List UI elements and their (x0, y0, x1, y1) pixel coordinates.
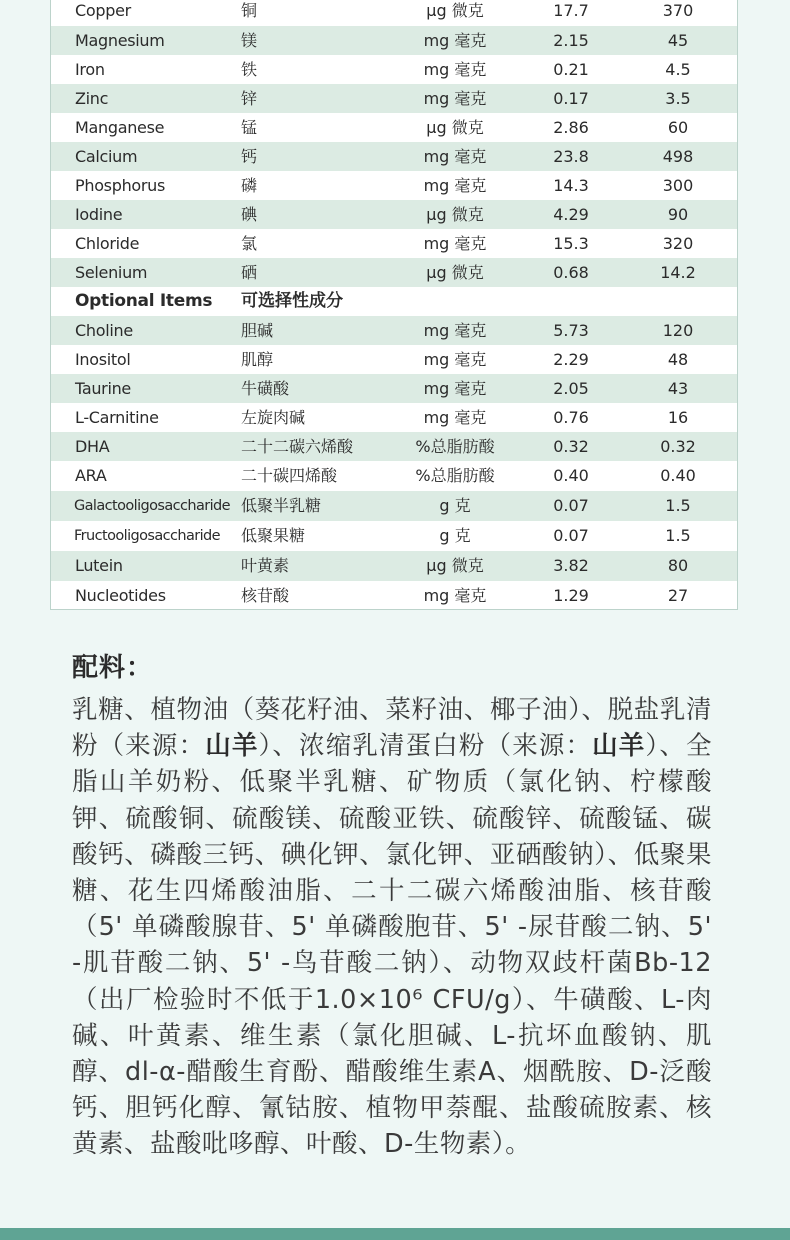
nutrient-unit: mg 毫克 (423, 586, 487, 605)
nutrient-value-per-100g: 14.2 (660, 263, 696, 282)
table-row (51, 200, 737, 229)
ingredients-text (72, 692, 712, 1163)
nutrient-value-per-100g: 27 (667, 586, 689, 605)
nutrient-name-en: Copper (75, 1, 131, 20)
nutrient-unit: mg 毫克 (423, 147, 487, 166)
nutrient-value-per-100kj: 0.40 (553, 466, 589, 485)
nutrient-value-per-100g: 80 (667, 556, 689, 575)
ingredients-text-part: ）、浓缩乳清蛋白粉（来源： (258, 731, 593, 762)
ingredients-text-part: 乳糖、植物油（葵花籽油、菜籽油、椰子油）、脱盐乳清粉（来源： (72, 695, 712, 762)
nutrition-table (50, 0, 738, 610)
table-row (51, 229, 737, 258)
nutrient-name-cn: 低聚半乳糖 (241, 496, 322, 515)
nutrient-value-per-100kj: 0.07 (553, 496, 589, 515)
nutrient-unit: mg 毫克 (423, 60, 487, 79)
nutrient-name-en: Choline (75, 321, 133, 340)
nutrient-unit: %总脂肪酸 (415, 437, 495, 456)
table-row (51, 491, 737, 521)
table-row (51, 581, 737, 611)
nutrient-value-per-100g: 45 (667, 31, 689, 50)
nutrient-name-en: Lutein (75, 556, 123, 575)
table-row (51, 403, 737, 432)
table-row (51, 26, 737, 55)
nutrient-name-en: Fructooligosaccharide (74, 528, 220, 544)
nutrient-name-en: DHA (75, 437, 110, 456)
nutrient-unit: μg 微克 (426, 1, 484, 20)
table-row (51, 55, 737, 84)
nutrient-name-en: Taurine (75, 379, 131, 398)
nutrient-name-en: L-Carnitine (75, 408, 159, 427)
table-row (51, 258, 737, 287)
nutrient-value-per-100g: 370 (662, 1, 694, 20)
nutrient-unit: mg 毫克 (423, 408, 487, 427)
nutrient-name-cn: 钙 (241, 147, 258, 166)
nutrient-value-per-100kj: 2.15 (553, 31, 589, 50)
nutrient-name-cn: 牛磺酸 (241, 379, 290, 398)
footer-accent-bar (0, 1228, 790, 1240)
nutrient-value-per-100kj: 1.29 (553, 586, 589, 605)
nutrient-name-cn: 可选择性成分 (241, 291, 343, 311)
nutrient-value-per-100kj: 2.05 (553, 379, 589, 398)
nutrient-value-per-100g: 4.5 (665, 60, 691, 79)
nutrient-value-per-100kj: 4.29 (553, 205, 589, 224)
nutrient-unit: μg 微克 (426, 556, 484, 575)
table-row (51, 316, 737, 345)
table-row (51, 113, 737, 142)
nutrient-name-cn: 二十碳四烯酸 (241, 466, 338, 485)
nutrient-name-cn: 磷 (241, 176, 258, 195)
nutrient-name-en: ARA (75, 466, 107, 485)
nutrient-name-en: Phosphorus (75, 176, 166, 195)
nutrient-name-en: Optional Items (75, 291, 213, 311)
nutrient-value-per-100g: 498 (662, 147, 694, 166)
table-row (51, 461, 737, 491)
nutrient-unit: g 克 (439, 496, 471, 515)
nutrient-value-per-100g: 16 (667, 408, 689, 427)
nutrient-value-per-100g: 0.32 (660, 437, 696, 456)
nutrient-unit: mg 毫克 (423, 89, 487, 108)
ingredients-title: 配料： (72, 653, 154, 683)
nutrient-unit: μg 微克 (426, 263, 484, 282)
nutrient-name-cn: 氯 (241, 234, 258, 253)
nutrient-name-cn: 叶黄素 (241, 556, 290, 575)
table-row (51, 345, 737, 374)
nutrient-name-cn: 碘 (241, 205, 258, 224)
nutrient-unit: mg 毫克 (423, 234, 487, 253)
nutrient-name-cn: 低聚果糖 (241, 526, 306, 545)
table-row (51, 374, 737, 403)
nutrient-value-per-100g: 320 (662, 234, 694, 253)
table-row (51, 521, 737, 551)
nutrient-value-per-100kj: 17.7 (553, 1, 589, 20)
nutrient-name-en: Iron (75, 60, 105, 79)
nutrient-value-per-100kj: 0.76 (553, 408, 589, 427)
nutrient-unit: mg 毫克 (423, 321, 487, 340)
nutrient-value-per-100kj: 0.07 (553, 526, 589, 545)
nutrient-value-per-100kj: 15.3 (553, 234, 589, 253)
nutrient-value-per-100kj: 2.29 (553, 350, 589, 369)
table-section-header (51, 287, 737, 316)
nutrient-unit: %总脂肪酸 (415, 466, 495, 485)
nutrient-unit: μg 微克 (426, 118, 484, 137)
nutrient-value-per-100kj: 14.3 (553, 176, 589, 195)
nutrient-name-en: Zinc (75, 89, 109, 108)
nutrient-name-en: Iodine (75, 205, 123, 224)
ingredients-source-goat: 山羊 (205, 731, 259, 762)
table-row (51, 84, 737, 113)
nutrient-value-per-100kj: 0.17 (553, 89, 589, 108)
nutrient-name-cn: 胆碱 (241, 321, 274, 340)
ingredients-source-goat: 山羊 (592, 731, 646, 762)
nutrient-value-per-100g: 300 (662, 176, 694, 195)
nutrient-name-cn: 锰 (241, 118, 258, 137)
nutrient-value-per-100kj: 5.73 (553, 321, 589, 340)
nutrient-name-en: Inositol (75, 350, 131, 369)
nutrient-value-per-100kj: 0.68 (553, 263, 589, 282)
nutrient-name-cn: 铁 (241, 60, 258, 79)
nutrient-name-en: Nucleotides (75, 586, 166, 605)
nutrient-name-cn: 硒 (241, 263, 258, 282)
table-row (51, 142, 737, 171)
nutrient-value-per-100g: 60 (667, 118, 689, 137)
nutrient-value-per-100kj: 23.8 (553, 147, 589, 166)
nutrient-name-en: Galactooligosaccharide (74, 498, 230, 514)
nutrient-value-per-100g: 48 (667, 350, 689, 369)
nutrient-value-per-100kj: 0.32 (553, 437, 589, 456)
nutrient-name-en: Magnesium (75, 31, 165, 50)
table-row (51, 0, 737, 26)
nutrient-value-per-100g: 120 (662, 321, 694, 340)
ingredients-section (72, 648, 712, 1163)
table-row (51, 551, 737, 581)
nutrient-unit: mg 毫克 (423, 350, 487, 369)
ingredients-text-part: ）、全脂山羊奶粉、低聚半乳糖、矿物质（氯化钠、柠檬酸钾、硫酸铜、硫酸镁、硫酸亚铁、硫酸锌、硫酸锰、碳酸钙、磷酸三钙、碘化钾、氯化钾、亚硒酸钠）、低聚果糖、花生四烯酸油脂、二十二碳六烯酸油脂、核苷酸（5' 单磷酸腺苷、5' 单磷酸胞苷、5' -尿苷酸二钠、5' -肌苷酸二钠、5' -鸟苷酸二钠）、动物双歧杆菌Bb-12（出厂检验时不低于1.0×10⁶ CFU/g）、牛磺酸、L-肉碱、叶黄素、维生素（氯化胆碱、L-抗坏血酸钠、肌醇、dl-α-醋酸生育酚、醋酸维生素A、烟酰胺、D-泛酸钙、胆钙化醇、氰钴胺、植物甲萘醌、盐酸硫胺素、核黄素、盐酸吡哆醇、叶酸、D-生物素）。 (72, 731, 712, 1160)
nutrient-value-per-100g: 1.5 (665, 496, 691, 515)
nutrient-value-per-100g: 0.40 (660, 466, 696, 485)
nutrient-name-cn: 镁 (241, 31, 258, 50)
nutrient-value-per-100g: 3.5 (665, 89, 691, 108)
nutrient-name-en: Calcium (75, 147, 138, 166)
nutrient-name-cn: 核苷酸 (241, 586, 290, 605)
nutrient-name-en: Manganese (75, 118, 165, 137)
nutrient-unit: g 克 (439, 526, 471, 545)
nutrient-unit: mg 毫克 (423, 31, 487, 50)
nutrient-name-cn: 锌 (241, 89, 258, 108)
nutrient-value-per-100kj: 0.21 (553, 60, 589, 79)
nutrient-value-per-100g: 43 (667, 379, 689, 398)
nutrient-value-per-100g: 90 (667, 205, 689, 224)
nutrient-unit: mg 毫克 (423, 379, 487, 398)
nutrient-value-per-100kj: 2.86 (553, 118, 589, 137)
nutrient-name-cn: 左旋肉碱 (241, 408, 306, 427)
nutrient-name-cn: 肌醇 (241, 350, 274, 369)
table-row (51, 432, 737, 461)
nutrient-unit: μg 微克 (426, 205, 484, 224)
nutrient-name-cn: 铜 (241, 1, 258, 20)
nutrient-name-en: Selenium (75, 263, 148, 282)
nutrient-name-cn: 二十二碳六烯酸 (241, 437, 354, 456)
nutrient-value-per-100kj: 3.82 (553, 556, 589, 575)
nutrient-value-per-100g: 1.5 (665, 526, 691, 545)
nutrient-name-en: Chloride (75, 234, 140, 253)
table-row (51, 171, 737, 200)
nutrient-unit: mg 毫克 (423, 176, 487, 195)
